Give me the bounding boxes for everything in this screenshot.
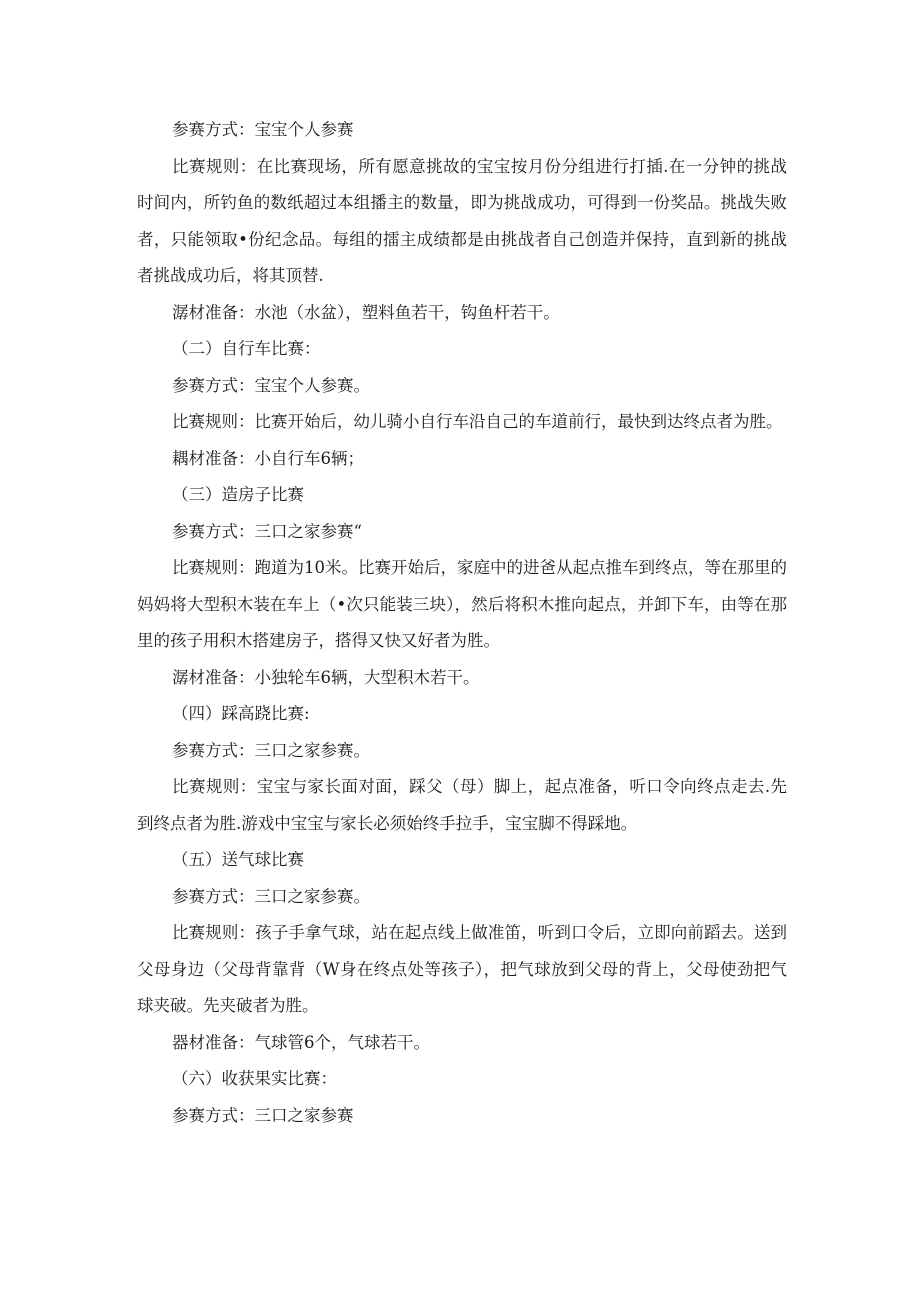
section-heading-2: （二）自行车比赛： bbox=[172, 339, 321, 358]
paragraph-format-1: 参赛方式：宝宝个人参赛 bbox=[172, 120, 354, 139]
paragraph-format-3: 参赛方式：三口之家参赛“ bbox=[172, 521, 362, 541]
paragraph-format-4: 参赛方式：三口之家参赛。 bbox=[172, 740, 370, 760]
paragraph-equipment-1: 潺材准备：水池（水盆），塑料鱼若干，钩鱼杆若干。 bbox=[172, 302, 560, 322]
paragraph-equipment-2: 耦材准备：小自行车6辆； bbox=[172, 448, 364, 468]
paragraph-rules-1: 比赛规则：在比赛现场，所有愿意挑故的宝宝按月份分组进行打插.在一分钟的挑战时间内，所钓鱼的数纸超过本组播主的数量，即为挑战成功，可得到一份奖品。挑战失败者，只能领取•份纪念品。每组的擂主成绩都是由挑战者自己创造并保持，直到新的挑战者挑战成功后，将其顶替. bbox=[137, 156, 787, 285]
document-body bbox=[137, 112, 787, 1134]
paragraph-format-5: 参赛方式：三口之家参赛。 bbox=[172, 886, 370, 906]
paragraph-rules-3: 比赛规则：跑道为10米。比赛开始后，家庭中的进爸从起点推车到终点，等在那里的妈妈将大型积木装在车上（•次只能装三块），然后将积木推向起点，并卸下车，由等在那里的孩子用积木搭建房子，搭得又快又好者为胜。 bbox=[137, 558, 787, 650]
paragraph-format-6: 参赛方式：三口之家参赛 bbox=[172, 1105, 354, 1125]
paragraph-format-2: 参赛方式：宝宝个人参赛。 bbox=[172, 375, 370, 395]
paragraph-rules-4: 比赛规则：宝宝与家长面对面，踩父（母）脚上，起点准备，听口令向终点走去.先到终点者为胜.游戏中宝宝与家长必须始终手拉手，宝宝脚不得踩地。 bbox=[137, 777, 787, 833]
section-heading-4: （四）踩高跷比赛: bbox=[172, 704, 310, 723]
paragraph-equipment-5: 器材准备：气球管6个，气球若干。 bbox=[172, 1032, 430, 1052]
section-heading-6: （六）收获果实比赛： bbox=[172, 1069, 337, 1088]
paragraph-equipment-3: 潺材准备：小独轮车6辆，大型积木若干。 bbox=[172, 667, 480, 687]
section-heading-5: （五）送气球比赛 bbox=[172, 850, 304, 869]
paragraph-rules-5: 比赛规则：孩子手拿气球，站在起点线上做准笛，听到口令后，立即向前蹈去。送到父母身边（父母背靠背（W身在终点处等孩子），把气球放到父母的背上，父母使劲把气球夹破。先夹破者为胜。 bbox=[137, 923, 787, 1015]
paragraph-rules-2: 比赛规则：比赛开始后，幼儿骑小自行车沿自己的车道前行，最快到达终点者为胜。 bbox=[172, 412, 783, 431]
section-heading-3: （三）造房子比赛 bbox=[172, 485, 304, 504]
